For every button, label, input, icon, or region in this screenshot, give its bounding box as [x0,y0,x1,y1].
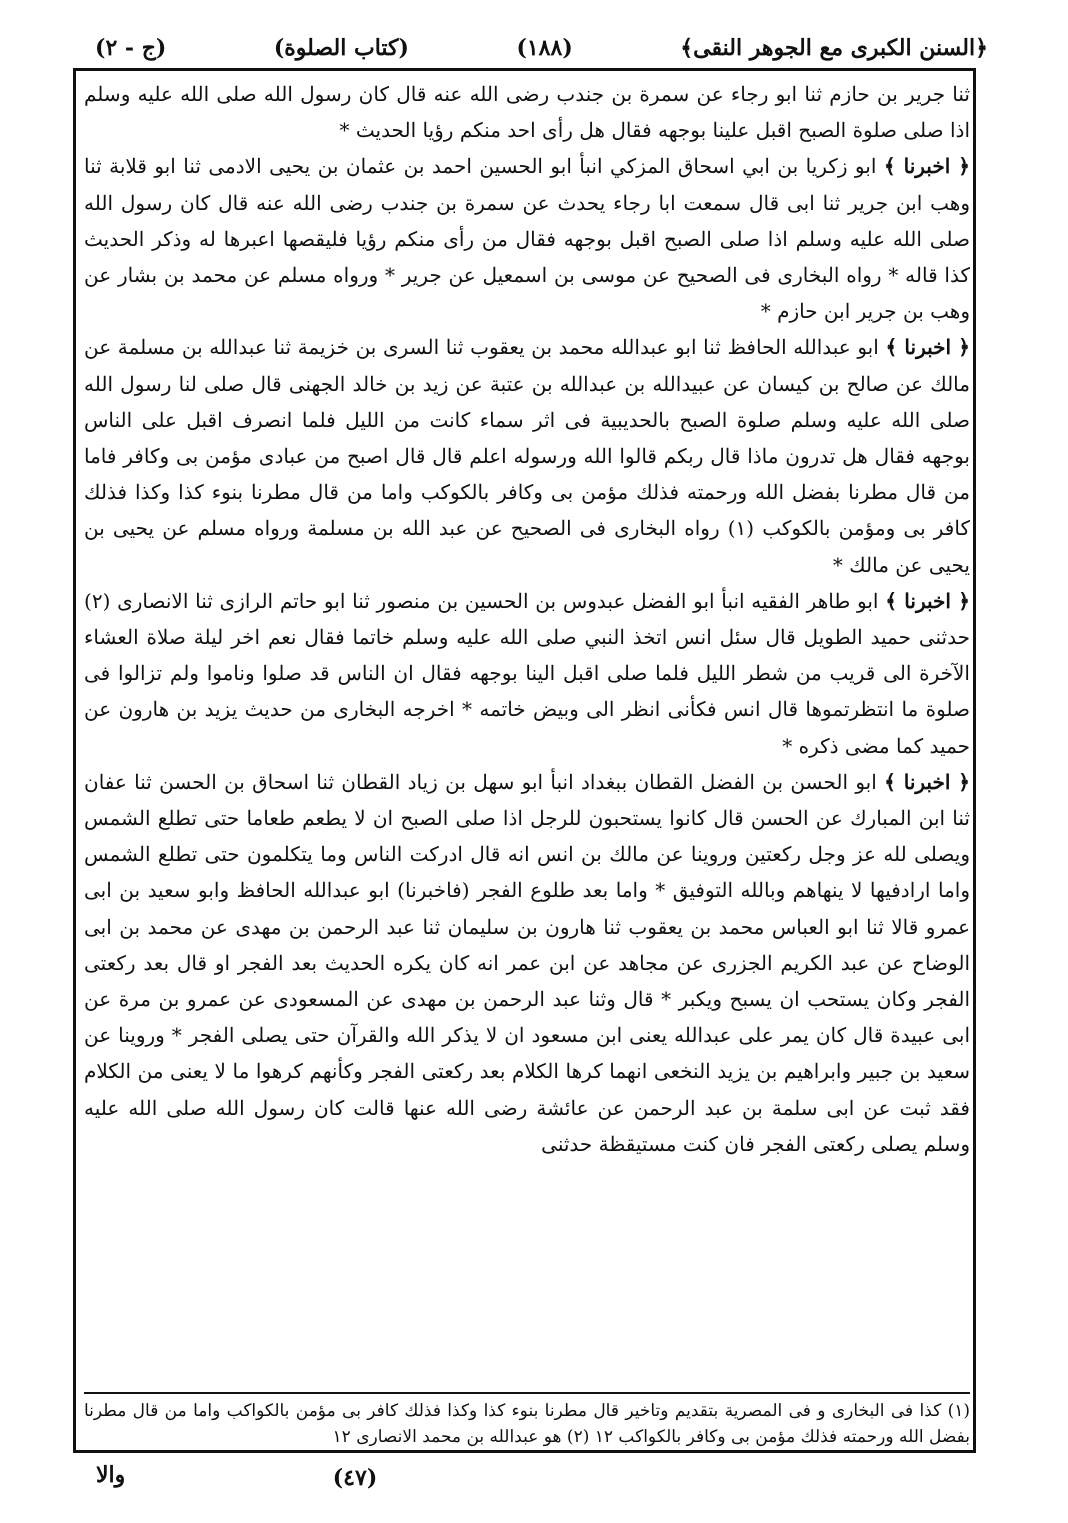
main-text [84,76,970,1381]
page-reference: (١٨٨) [516,35,573,61]
book-title: ﴿السنن الكبرى مع الجوهر النقى﴾ [680,35,988,61]
footnote-text: (١) كذا فى البخارى و فى المصرية بتقديم وتاخير قال مطرنا بنوء كذا وكذا فذلك كافر بى مؤمن بالكواكب واما من قال مطرنا بفضل الله ورحمته فذلك مؤمن بى وكافر بالكواكب ١٢ [84,1401,970,1447]
paragraph-text: ابو طاهر الفقيه انبأ ابو الفضل عبدوس بن الحسين بن منصور ثنا ابو حاتم الرازى ثنا الانصارى (٢) حدثنى حميد الطويل قال سئل انس اتخذ النبي صلى الله عليه وسلم خاتما فقال نعم اخر ليلة صلاة العشاء الآخرة الى قريب من شطر الليل فلما صلى اقبل الينا بوجهه فقال ان الناس قد صلوا وناموا ولم تزالوا فى صلوة ما انتظرتموها قال انس فكأنى انظر الى وبيض خاتمه * اخرجه البخارى من حديث يزيد بن هارون عن حميد كما مضى ذكره * [84,588,970,758]
page-number: (٤٧) [332,1465,378,1491]
section-title: (كتاب الصلوة) [273,35,409,61]
paragraph-text: ثنا جرير بن حازم ثنا ابو رجاء عن سمرة بن جندب رضى الله عنه قال كان رسول الله صلى الله عليه وسلم اذا صلى صلوة الصبح اقبل علينا بوجهه فقال هل رأى احد منكم رؤيا الحديث * [84,82,970,143]
footnote-divider [84,1392,970,1394]
page-header [95,28,988,68]
paragraph [84,583,970,764]
akhbarana-marker: ﴿ اخبرنا ﴾ [884,769,970,794]
paragraph [84,148,970,329]
paragraph [84,76,970,148]
catchword: والا [96,1462,126,1488]
paragraph-text: ابو الحسن بن الفضل القطان ببغداد انبأ ابو سهل بن زياد القطان ثنا اسحاق بن الحسن ثنا عفان ثنا ابن المبارك عن الحسن قال كانوا يستحبون للرجل اذا صلى الصبح ان لا يطعم طعاما حتى تطلع الشمس ويصلى لله عز وجل ركعتين وروينا عن مالك بن انس انه قال ادركت الناس وما يتكلمون حتى تطلع الشمس واما ارادفيها لا ينهاهم وبالله التوفيق * واما بعد طلوع الفجر (فاخبرنا) ابو عبدالله الحافظ وابو سعيد بن ابى عمرو قالا ثنا ابو العباس محمد بن يعقوب ثنا هارون بن سليمان ثنا عبد الرحمن بن مهدى عن محمد بن ابى الوضاح عن عبد الكريم الجزرى عن مجاهد عن ابن عمر انه كان يكره الحديث بعد الفجر او قال بعد ركعتى الفجر وكان يستحب ان يسبح ويكبر * قال وثنا عبد الرحمن بن مهدى عن المسعودى عن عمرو بن مرة عن ابى عبيدة قال كان يمر على عبدالله يعنى ابن مسعود ان لا يذكر الله والقرآن حتى يصلى الفجر * وروينا عن سعيد بن جبير وابراهيم بن يزيد النخعى انهما كرها الكلام بعد ركعتى الفجر وكأنهم كرهوا ما لا يعنى من الكلام فقد ثبت عن ابى سلمة بن عبد الرحمن عن عائشة رضى الله عنها قالت كان رسول الله صلى الله عليه وسلم يصلى ركعتى الفجر فان كنت مستيقظة حدثنى [84,769,970,1156]
footnote-text: (٢) هو عبدالله بن محمد الانصارى ١٢ [332,1427,590,1447]
paragraph-text: ابو عبدالله الحافظ ثنا ابو عبدالله محمد بن يعقوب ثنا السرى بن خزيمة ثنا عبدالله بن مسلمة عن مالك عن صالح بن كيسان عن عبيدالله بن عبدالله بن عتبة عن زيد بن خالد الجهنى قال صلى لنا رسول الله صلى الله عليه وسلم صلوة الصبح بالحديبية فى اثر سماء كانت من الليل فلما انصرف اقبل على الناس بوجهه فقال هل تدرون ماذا قال ربكم قالوا الله ورسوله اعلم قال قال اصبح من عبادى مؤمن بى وكافر فاما من قال مطرنا بفضل الله ورحمته فذلك مؤمن بى وكافر بالكوكب واما من قال مطرنا بنوء كذا وكذا فذلك كافر بى ومؤمن بالكوكب (١) رواه البخارى فى الصحيح عن عبد الله بن مسلمة ورواه مسلم عن يحيى بن يحيى عن مالك * [84,335,970,577]
volume-label: (ج - ٢) [95,35,167,61]
paragraph [84,329,970,582]
akhbarana-marker: ﴿ اخبرنا ﴾ [883,154,970,179]
akhbarana-marker: ﴿ اخبرنا ﴾ [885,588,970,613]
paragraph [84,764,970,1162]
footnote [84,1398,970,1450]
footnotes [84,1398,970,1450]
paragraph-text: ابو زكريا بن ابي اسحاق المزكي انبأ ابو الحسين احمد بن عثمان بن يحيى الادمى ثنا ابو قلابة ثنا وهب ابن جرير ثنا ابى قال سمعت ابا رجاء يحدث عن سمرة بن جندب رضى الله عنه قال كان رسول الله صلى الله عليه وسلم اذا صلى الصبح اقبل بوجهه فقال من رأى منكم رؤيا فليقصها اعبرها له وذكر الحديث كذا قاله * رواه البخارى فى الصحيح عن موسى بن اسمعيل عن جرير * ورواه مسلم عن محمد بن بشار عن وهب بن جرير ابن حازم * [84,154,970,324]
akhbarana-marker: ﴿ اخبرنا ﴾ [885,335,970,360]
